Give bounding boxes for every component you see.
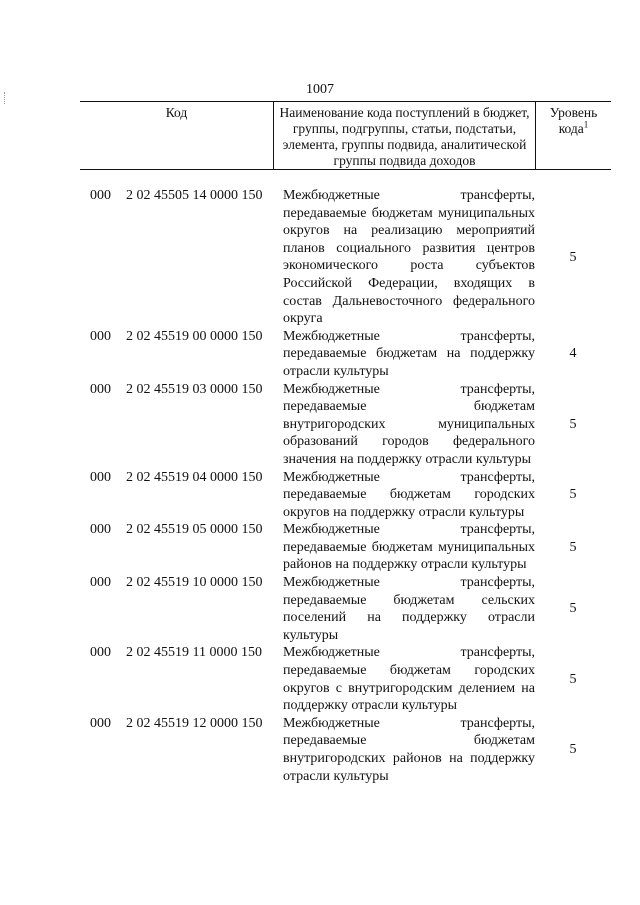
header-level-footnote: 1 — [583, 119, 589, 130]
code-level: 5 — [569, 249, 577, 265]
income-code: 2 02 45519 11 0000 150 — [126, 645, 262, 661]
income-name: Межбюджетные трансферты, передаваемые бюджетам на поддержку отрасли культуры — [283, 328, 535, 379]
header-level — [536, 102, 611, 169]
admin-code: 000 — [90, 328, 111, 344]
header-level-label: Уровень кода — [549, 105, 598, 136]
header-name: Наименование кода поступлений в бюджет, группы, подгруппы, статьи, подстатьи, элемента, группы подвида, аналитической группы подвида доходов — [274, 102, 536, 169]
income-code: 2 02 45519 04 0000 150 — [126, 469, 263, 485]
code-level: 5 — [569, 671, 577, 687]
code-level: 5 — [569, 601, 577, 617]
income-name: Межбюджетные трансферты, передаваемые бюджетам сельских поселений на поддержку отрасли культуры — [283, 575, 535, 643]
table-row — [80, 469, 611, 522]
income-name: Межбюджетные трансферты, передаваемые бюджетам муниципальных округов на реализацию мероприятий планов социального развития центров экономического роста субъектов Российской Федерации, входящих в состав Дальневосточного федерального округа — [283, 188, 535, 327]
admin-code: 000 — [90, 188, 111, 203]
income-code: 2 02 45519 10 0000 150 — [126, 575, 263, 591]
income-name: Межбюджетные трансферты, передаваемые бюджетам городских округов с внутригородским делением на поддержку отрасли культуры — [283, 645, 535, 714]
table-row — [80, 644, 611, 714]
code-level: 5 — [569, 539, 577, 555]
table-body — [80, 187, 611, 785]
table-row — [80, 381, 611, 469]
income-code: 2 02 45519 03 0000 150 — [126, 381, 263, 397]
income-code: 2 02 45519 12 0000 150 — [126, 715, 263, 731]
income-code: 2 02 45519 00 0000 150 — [126, 328, 263, 344]
code-level: 4 — [569, 346, 577, 362]
admin-code: 000 — [90, 469, 111, 485]
admin-code: 000 — [90, 522, 111, 538]
admin-code: 000 — [90, 381, 111, 397]
table-header — [80, 101, 611, 170]
code-level: 5 — [569, 742, 577, 758]
table-row — [80, 328, 611, 381]
admin-code: 000 — [90, 575, 111, 591]
income-code: 2 02 45505 14 0000 150 — [126, 188, 263, 203]
income-name: Межбюджетные трансферты, передаваемые бюджетам внутригородских муниципальных образований городов федерального значения на поддержку отрасли культуры — [283, 381, 535, 467]
code-level: 5 — [569, 487, 577, 503]
header-code: Код — [80, 102, 274, 169]
code-level: 5 — [569, 416, 577, 432]
admin-code: 000 — [90, 645, 111, 661]
table-row — [80, 574, 611, 644]
table-row — [80, 715, 611, 785]
table-row — [80, 521, 611, 574]
income-name: Межбюджетные трансферты, передаваемые бюджетам городских округов на поддержку отрасли культуры — [283, 469, 535, 520]
admin-code: 000 — [90, 715, 111, 731]
page-number: 1007 — [306, 82, 334, 97]
income-code: 2 02 45519 05 0000 150 — [126, 522, 263, 538]
table-row — [80, 187, 611, 328]
income-name: Межбюджетные трансферты, передаваемые бюджетам муниципальных районов на поддержку отрасли культуры — [283, 522, 535, 573]
income-name: Межбюджетные трансферты, передаваемые бюджетам внутригородских районов на поддержку отрасли культуры — [283, 715, 535, 784]
